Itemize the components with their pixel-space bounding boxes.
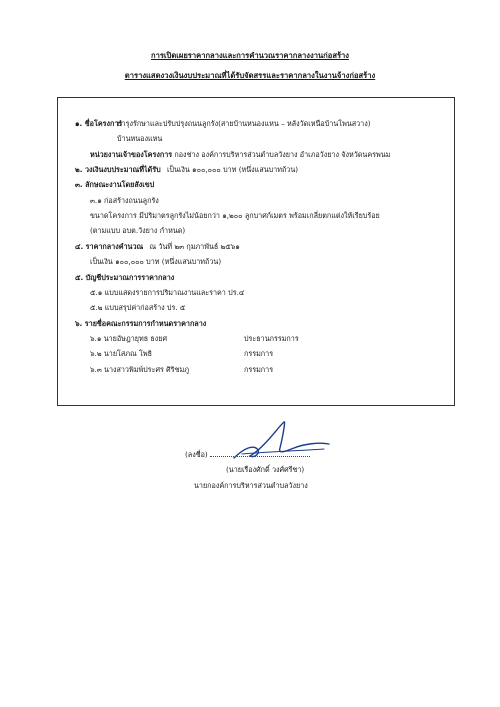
- item1-label: ๑. ชื่อโครงการ: [75, 119, 123, 128]
- item1-value: บำรุงรักษาและปรับปรุงถนนลูกรัง(สายบ้านหนองแหน – หลังวัดเหนือบ้านโพนสวาง): [117, 119, 371, 128]
- item3-sub3: (ตามแบบ อบต.วังยาง กำหนด): [90, 226, 186, 235]
- item4-value: เป็นเงิน ๑๐๐,๐๐๐ บาท (หนึ่งแสนบาทถ้วน): [90, 257, 222, 266]
- item4-row: [75, 243, 240, 252]
- signature-dotted-line: [210, 456, 310, 457]
- agency-row: [90, 151, 390, 160]
- item5-sub2: ๕.๒ แบบสรุปค่าก่อสร้าง ปร. ๕: [90, 303, 186, 312]
- document-subtitle: ตารางแสดงวงเงินงบประมาณที่ได้รับจัดสรรและราคากลางในงานจ้างก่อสร้าง: [124, 71, 376, 80]
- item1-value-line2: บ้านหนองแหน: [117, 134, 163, 143]
- committee-name-3: ๖.๓ นางสาวพิมพ์ประศร ศิริชมภู: [90, 365, 189, 374]
- committee-name-1: ๖.๑ นายอัษฎายุทธ ธงยศ: [90, 334, 168, 343]
- item3-sub2: ขนาดโครงการ มีปริมาตรลูกรังไม่น้อยกว่า ๑,๒๐๐ ลูกบาศก์เมตร พร้อมเกลี่ยตกแต่งให้เรียบร้อย: [90, 211, 380, 220]
- agency-value: กองช่าง องค์การบริหารส่วนตำบลวังยาง อำเภอวังยาง จังหวัดนครพนม: [174, 150, 391, 159]
- item4-label: ๔. ราคากลางคำนวณ: [75, 242, 144, 251]
- signature-line: [185, 451, 312, 460]
- item5-label: ๕. บัญชีประมาณการราคากลาง: [75, 273, 175, 282]
- committee-role-3: กรรมการ: [244, 365, 274, 374]
- signature-label: (ลงชื่อ): [185, 450, 208, 459]
- handwritten-signature: [224, 418, 334, 468]
- item3-label: ๓. ลักษณะงานโดยสังเขป: [75, 180, 155, 189]
- document-title: การเปิดเผยราคากลางและการคำนวณราคากลางงานก่อสร้าง: [150, 51, 350, 60]
- agency-label: หน่วยงานเจ้าของโครงการ: [90, 150, 173, 159]
- item4-date: ณ วันที่ ๒๓ กุมภาพันธ์ ๒๕๖๑: [149, 242, 240, 251]
- committee-role-1: ประธานกรรมการ: [244, 334, 299, 343]
- item2-label: ๒. วงเงินงบประมาณที่ได้รับ: [75, 165, 161, 174]
- item2-value: เป็นเงิน ๑๐๐,๐๐๐ บาท (หนึ่งแสนบาทถ้วน): [166, 165, 299, 174]
- committee-name-2: ๖.๒ นายโสภณ โพธิ: [90, 349, 152, 358]
- item5-sub1: ๕.๑ แบบแสดงรายการปริมาณงานและราคา ปร.๔: [90, 288, 245, 297]
- item2-row: [75, 166, 298, 175]
- item6-label: ๖. รายชื่อคณะกรรมการกำหนดราคากลาง: [75, 319, 207, 328]
- item3-sub1: ๓.๑ ก่อสร้างถนนลูกรัง: [90, 196, 159, 205]
- signatory-name: (นายเรืองศักดิ์ วงศ์ศรีชา): [226, 465, 305, 474]
- signatory-position: นายกองค์การบริหารส่วนตำบลวังยาง: [194, 481, 308, 490]
- committee-role-2: กรรมการ: [244, 349, 274, 358]
